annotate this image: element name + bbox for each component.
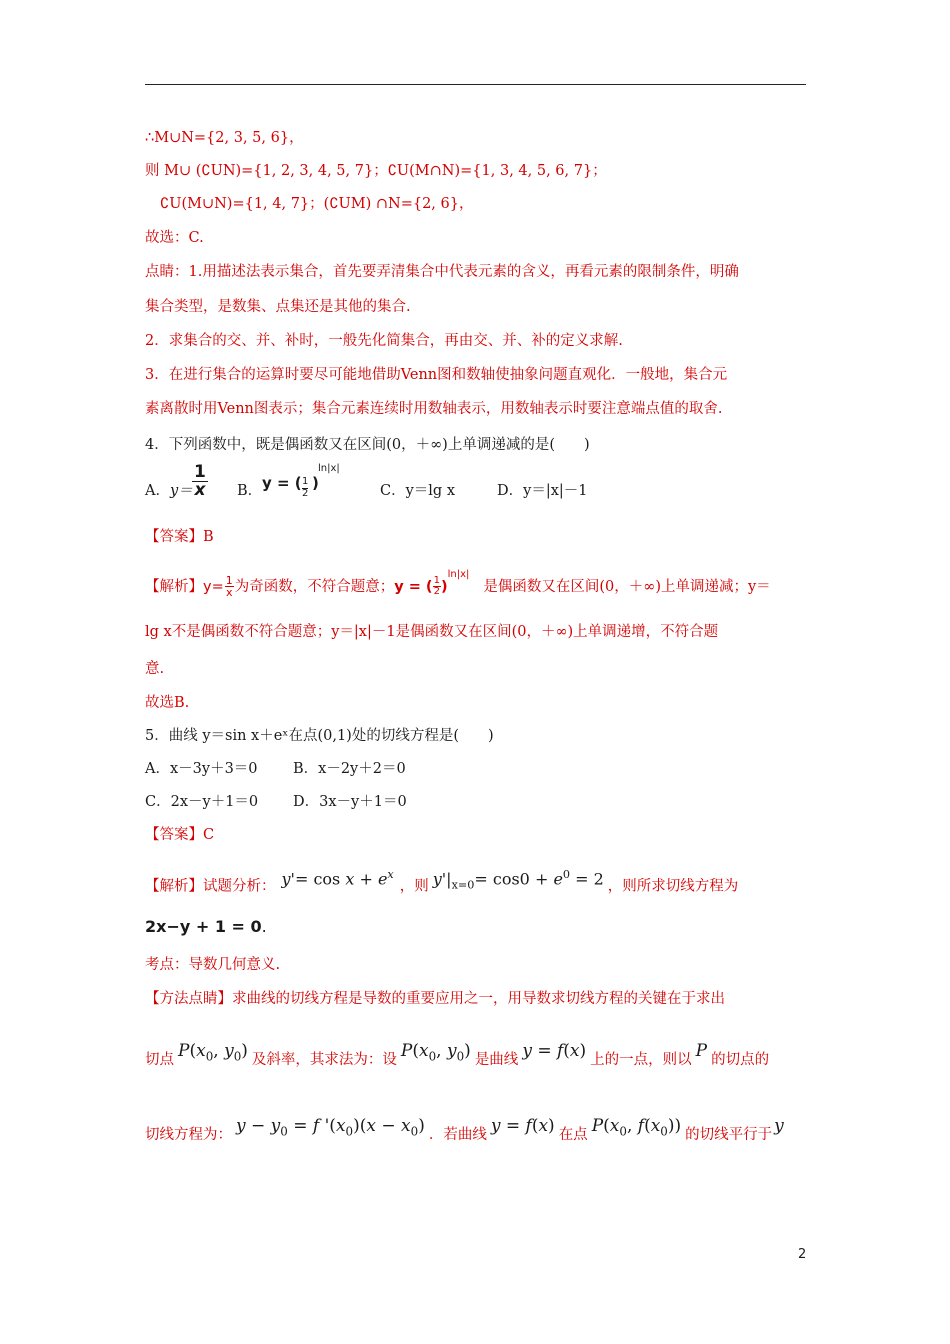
q4-option-a-label: A． (145, 483, 170, 499)
set-union-line: ∴M∪N={2, 3, 5, 6}， (145, 130, 304, 146)
q5-analysis-text-3: ，则所求切线方程为 (607, 878, 739, 895)
set-complement-line: 则 M∪ (∁UN)={1, 2, 3, 4, 5, 7}；∁U(M∩N)={1, 3, 4, 5, 6, 7}； (145, 163, 607, 179)
set-complement-line-2: ∁U(M∪N)={1, 4, 7}；(∁UM) ∩N={2, 6}， (160, 196, 474, 212)
q5-answer (145, 824, 214, 846)
tip-1-line-2: 集合类型，是数集、点集还是其他的集合. (145, 299, 411, 315)
q4-option-b-label: B． (237, 483, 263, 499)
tip-3-line-1: 3．在进行集合的运算时要尽可能地借助Venn图和数轴使抽象问题直观化．一般地，集合元 (145, 367, 728, 383)
q5-result: 2x−y + 1 = 0. (145, 917, 267, 936)
q4-option-c: C．y＝lg x (380, 483, 455, 499)
q4-answer-value: B (203, 529, 214, 545)
q5-option-c: C．2x－y＋1＝0 (145, 794, 259, 810)
q4-option-d: D．y＝|x|－1 (497, 483, 588, 499)
q4-conclusion: 故选B. (145, 695, 190, 711)
q5-answer-tag: 【答案】 (145, 827, 203, 843)
q5-method-text: 求曲线的切线方程是导数的重要应用之一，用导数求切线方程的关键在于求出 (232, 991, 725, 1007)
q5-point: 考点：导数几何意义. (145, 957, 281, 973)
q5-stem: 5．曲线 y＝sin x＋eˣ在点(0,1)处的切线方程是( ) (145, 728, 494, 744)
tip-1-line-1: 点睛：1.用描述法表示集合，首先要弄清集合中代表元素的含义，再看元素的限制条件，明确 (145, 264, 739, 280)
tip-3-line-2: 素离散时用Venn图表示；集合元素连续时用数轴表示，用数轴表示时要注意端点值的取舍. (145, 401, 723, 417)
q4-analysis-line-2: lg x不是偶函数不符合题意；y＝|x|－1是偶函数又在区间(0，＋∞)上单调递增，不符合题 (145, 624, 719, 640)
q5-analysis-text-1: 试题分析： (203, 878, 276, 895)
q5-option-a: A．x－3y＋3＝0 (145, 761, 258, 777)
q5-derivative-formula: $y'= \cos x + e^x$ (281, 868, 394, 889)
q4-option-b-exponent: ln|x| (318, 463, 340, 474)
q5-method-tag: 【方法点睛】 (145, 991, 232, 1007)
q4-answer (145, 526, 214, 548)
q5-method-line-1 (145, 988, 725, 1010)
q4-answer-tag: 【答案】 (145, 529, 203, 545)
q4-analysis-line-1: 【解析】y= $\frac{1}{x}$ 为奇函数，不符合题意；y = ( $\frac{1}{2}$ )$^{ln|x|}$是偶函数又在区间(0，＋∞)上单调递减；y＝ (145, 569, 771, 600)
q4-option-a-math: y＝ (169, 483, 193, 499)
tip-2: 2．求集合的交、并、补时，一般先化简集合，再由交、并、补的定义求解. (145, 333, 623, 349)
q4-analysis-y: y= (203, 578, 224, 595)
q4-option-a (145, 480, 193, 502)
q4-analysis-line-3: 意. (145, 661, 165, 677)
q4-analysis-tag: 【解析】 (145, 578, 203, 595)
q5-analysis-text-2: ，则 (399, 878, 429, 895)
q5-analysis-tag: 【解析】 (145, 878, 203, 895)
q5-analysis-line (145, 870, 738, 903)
q4-option-b-close-paren: ) (312, 474, 319, 492)
q4-option-a-fraction: 1 x (194, 462, 206, 500)
q4-option-b (237, 480, 262, 502)
q5-option-b: B．x－2y＋2＝0 (293, 761, 406, 777)
page-number: 2 (798, 1247, 807, 1262)
q5-option-d: D．3x－y＋1＝0 (293, 794, 407, 810)
q4-analysis-text-2: 是偶函数又在区间(0，＋∞)上单调递减；y＝ (483, 578, 771, 595)
q5-method-line-3: 切线方程为： $y - y_0 = f$ '$(x_0)(x - x_0)$ ．若曲线 y = f(x) 在点 $P(x_0$, $f(x_0)$) 的切线平行于 y (145, 1116, 784, 1143)
q5-answer-value: C (203, 827, 215, 843)
q4-stem: 4．下列函数中，既是偶函数又在区间(0，＋∞)上单调递减的是( ) (145, 437, 590, 453)
q5-derivative-value: $y'|_{x=0}= \cos 0 + e^0 = 2$ (432, 868, 604, 892)
q4-analysis-fraction: $\frac{1}{x}$ (225, 574, 233, 600)
set-answer: 故选：C. (145, 230, 204, 246)
q5-method-line-2: 切点 $P(x_0$, $y_0$) 及斜率，其求法为：设 $P(x_0$, $y_0$) 是曲线 y = f(x) 上的一点，则以 P 的切点的 (145, 1041, 770, 1068)
q4-option-b-math: y = ( (262, 474, 302, 492)
header-rule (145, 84, 806, 85)
q4-option-b-fraction: 1 2 (302, 476, 309, 499)
q4-analysis-text-1: 为奇函数，不符合题意； (234, 578, 395, 595)
